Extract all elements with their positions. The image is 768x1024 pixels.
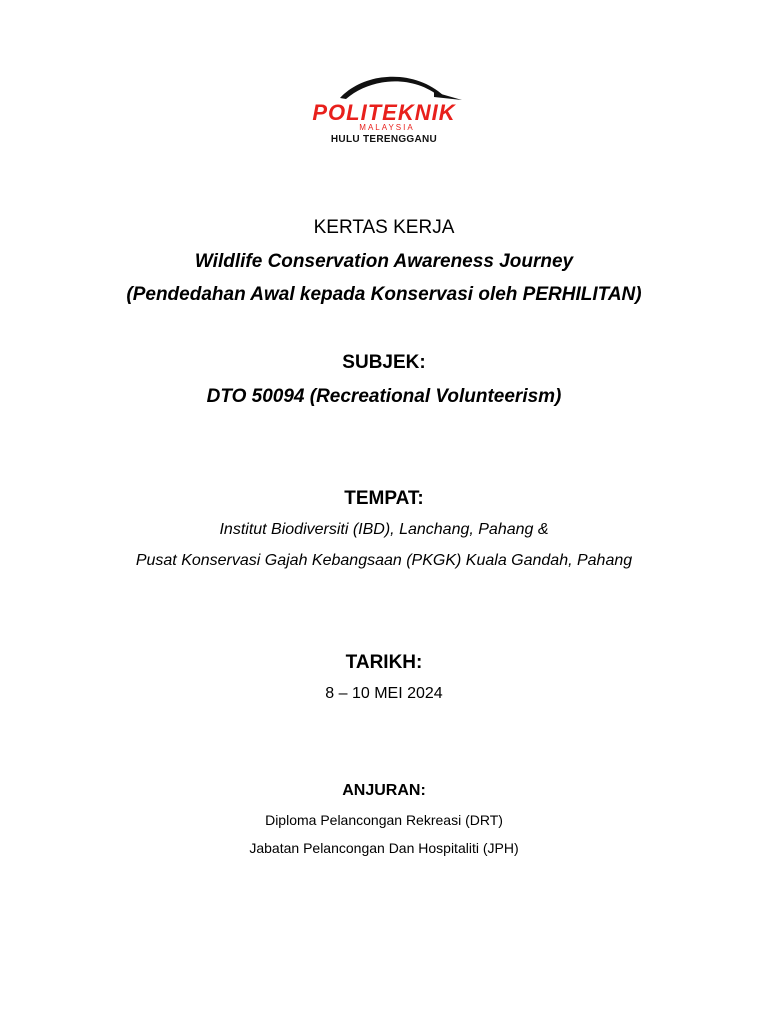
document-subtitle-en: Wildlife Conservation Awareness Journey — [194, 251, 574, 272]
organizer-line-2: Jabatan Pelancongan Dan Hospitaliti (JPH) — [249, 840, 519, 856]
logo-wordmark: POLITEKNIK — [312, 100, 456, 125]
document-title: KERTAS KERJA — [313, 217, 455, 238]
date-heading: TARIKH: — [345, 652, 423, 673]
politeknik-logo — [284, 70, 484, 150]
document-subtitle-ms: (Pendedahan Awal kepada Konservasi oleh PERHILITAN) — [126, 284, 642, 305]
venue-line-2: Pusat Konservasi Gajah Kebangsaan (PKGK) Kuala Gandah, Pahang — [135, 552, 633, 569]
organizer-line-1: Diploma Pelancongan Rekreasi (DRT) — [265, 812, 503, 828]
subject-value: DTO 50094 (Recreational Volunteerism) — [206, 386, 562, 407]
venue-line-1: Institut Biodiversiti (IBD), Lanchang, Pahang & — [219, 521, 549, 538]
logo-campus: HULU TERENGGANU — [330, 134, 438, 145]
organizer-heading: ANJURAN: — [342, 782, 426, 799]
date-value: 8 – 10 MEI 2024 — [325, 685, 443, 702]
logo-country: MALAYSIA — [359, 123, 415, 132]
subject-heading: SUBJEK: — [342, 352, 426, 373]
venue-heading: TEMPAT: — [344, 488, 424, 509]
